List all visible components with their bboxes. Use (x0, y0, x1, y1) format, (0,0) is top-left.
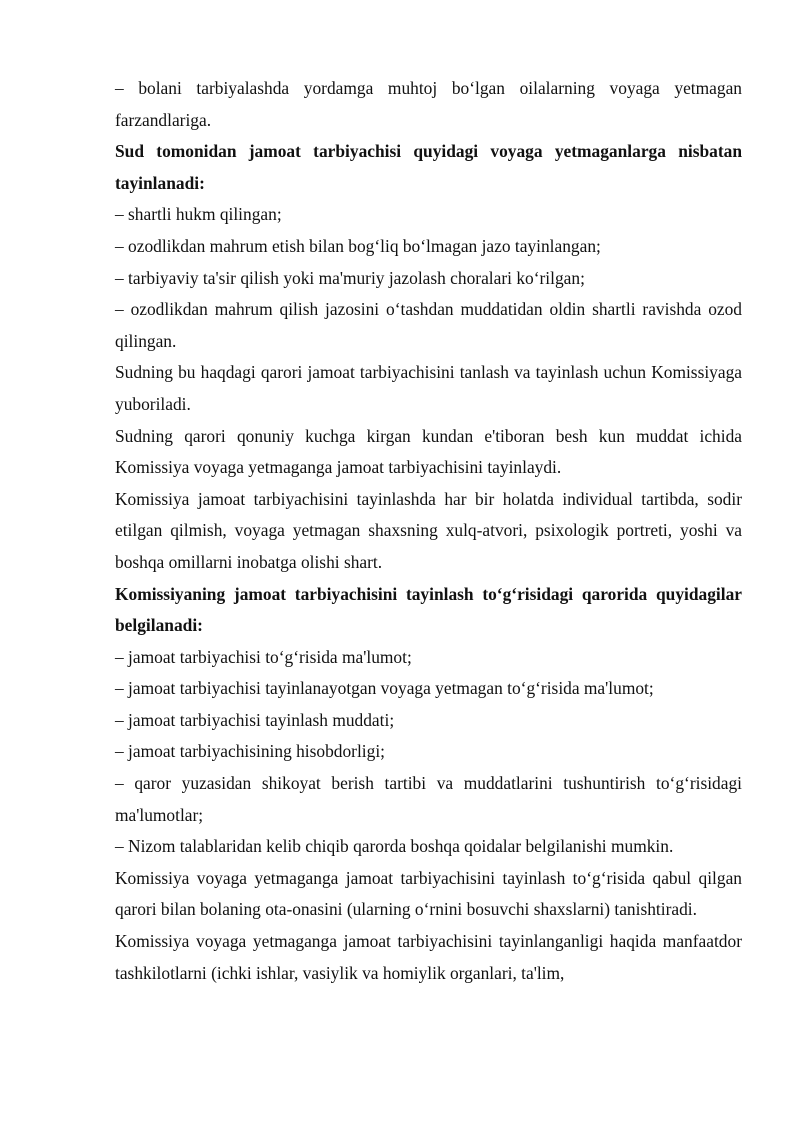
list-item-tutor-info: – jamoat tarbiyachisi to‘g‘risida ma'lumot; (115, 646, 412, 667)
list-item-early-release: – ozodlikdan mahrum qilish jazosini o‘tashdan muddatidan oldin shartli ravishda ozod qilingan. (115, 299, 742, 351)
list-item-other-rules: – Nizom talablaridan kelib chiqib qarorda boshqa qoidalar belgilanishi mumkin. (115, 836, 674, 857)
list-item-conditional-sentence: – shartli hukm qilingan; (115, 204, 282, 225)
paragraph-organizations-informed: Komissiya voyaga yetmaganga jamoat tarbiyachisini tayinlanganligi haqida manfaatdor tashkilotlarni (ichki ishlar, vasiylik va homiylik organlari, ta'lim, (115, 931, 742, 983)
list-item-accountability: – jamoat tarbiyachisining hisobdorligi; (115, 741, 385, 762)
paragraph-parents-informed: Komissiya voyaga yetmaganga jamoat tarbiyachisini tayinlash to‘g‘risida qabul qilgan qarori bilan bolaning ota-onasini (ularning o‘rnini bosuvchi shaxslarni) tanishtiradi. (115, 867, 742, 920)
list-item-educational-measures: – tarbiyaviy ta'sir qilish yoki ma'muriy jazolash choralari ko‘rilgan; (115, 267, 585, 288)
list-item-appeal-procedure: – qaror yuzasidan shikoyat berish tartibi va muddatlarini tushuntirish to‘g‘risidagi ma'lumotlar; (115, 773, 742, 825)
document-page (115, 73, 742, 989)
list-item-term: – jamoat tarbiyachisi tayinlash muddati; (115, 709, 395, 730)
list-item-non-custodial-punishment: – ozodlikdan mahrum etish bilan bog‘liq bo‘lmagan jazo tayinlangan; (115, 235, 601, 256)
paragraph-court-decision-sent: Sudning bu haqdagi qarori jamoat tarbiyachisini tanlash va tayinlash uchun Komissiyaga yuboriladi. (115, 362, 742, 414)
list-item-minor-info: – jamoat tarbiyachisi tayinlanayotgan voyaga yetmagan to‘g‘risida ma'lumot; (115, 678, 654, 699)
heading-court-appointment: Sud tomonidan jamoat tarbiyachisi quyidagi voyaga yetmaganlarga nisbatan tayinlanadi: (115, 141, 742, 193)
paragraph-families-children: – bolani tarbiyalashda yordamga muhtoj bo‘lgan oilalarning voyaga yetmagan farzandlariga. (115, 78, 742, 130)
paragraph-individual-approach: Komissiya jamoat tarbiyachisini tayinlashda har bir holatda individual tartibda, sodir etilgan qilmish, voyaga yetmagan shaxsning xulq-atvori, psixologik portreti, yoshi va boshqa omillarni inobatga olishi shart. (115, 488, 742, 572)
paragraph-five-day-term: Sudning qarori qonuniy kuchga kirgan kundan e'tiboran besh kun muddat ichida Komissiya voyaga yetmaganga jamoat tarbiyachisini tayinlaydi. (115, 425, 742, 478)
heading-commission-decision: Komissiyaning jamoat tarbiyachisini tayinlash to‘g‘risidagi qarorida quyidagilar belgilanadi: (115, 583, 742, 636)
